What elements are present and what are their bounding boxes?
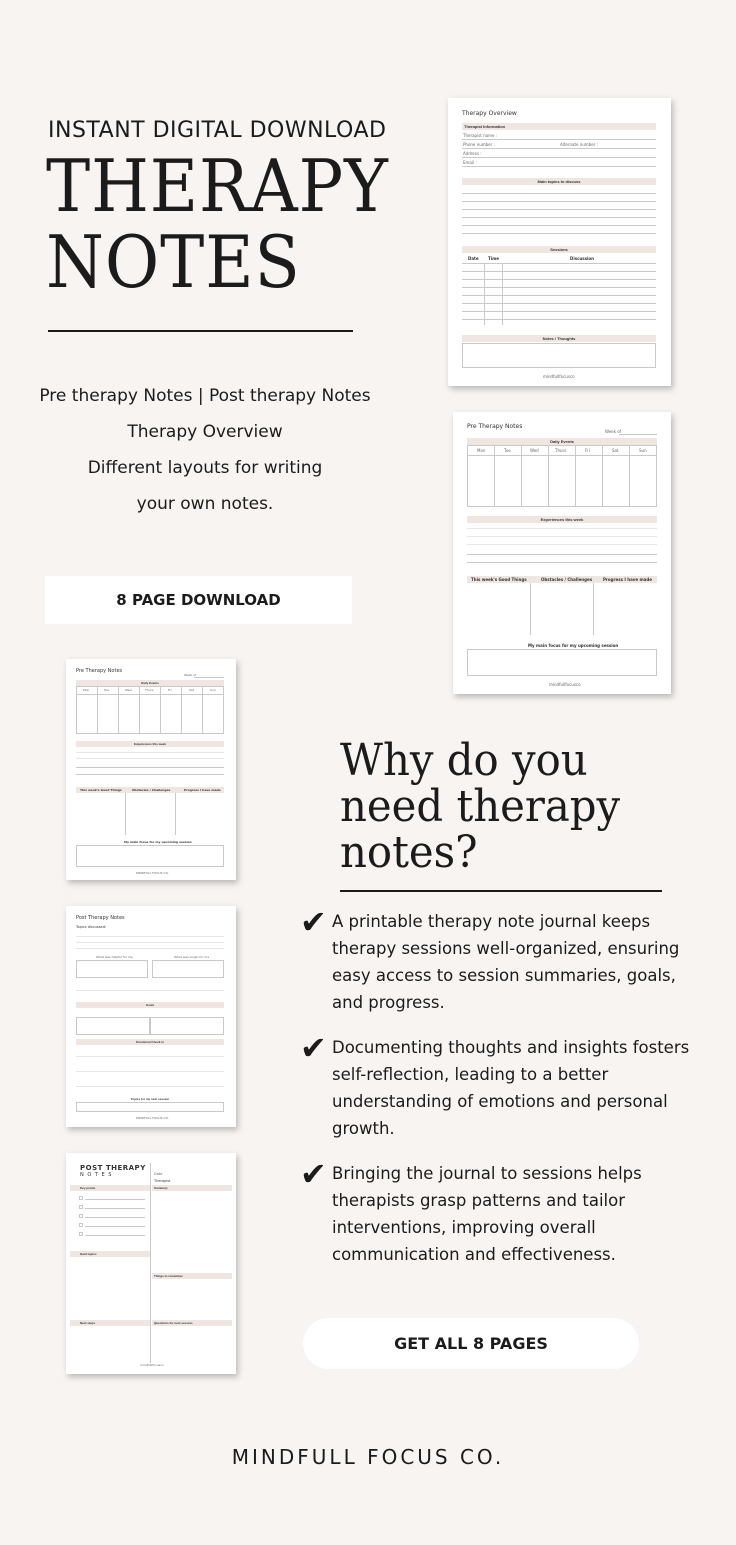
day-label: Wed	[530, 448, 539, 453]
line	[76, 942, 224, 943]
day-label: Fri	[168, 688, 172, 692]
line	[76, 694, 224, 695]
overview-sessions-band: Sessions	[462, 246, 656, 253]
line	[85, 1199, 145, 1200]
day-label: Sat	[189, 688, 194, 692]
line	[125, 793, 126, 835]
line	[462, 225, 656, 226]
post-bold-next-steps: Next steps	[70, 1320, 150, 1326]
line	[462, 209, 656, 210]
overview-discussion-header: Discussion	[570, 256, 595, 261]
pre-small-title: Pre Therapy Notes	[76, 668, 123, 674]
line	[593, 583, 594, 635]
benefit-text: Bringing the journal to sessions helps therapists grasp patterns and tailor interventions, improving overall communication and effectiveness.	[332, 1164, 642, 1264]
pre-small-brand: MINDFULL FOCUS CO.	[136, 871, 169, 875]
line	[462, 193, 656, 194]
subheading: INSTANT DIGITAL DOWNLOAD	[48, 118, 387, 143]
post-therapy-small-mockup	[66, 906, 236, 1127]
line	[85, 1208, 145, 1209]
line	[85, 1235, 145, 1236]
why-line-3: notes?	[340, 827, 478, 878]
why-heading	[340, 735, 644, 878]
overview-alt-number: Alternate number :	[560, 142, 598, 147]
post-small-helpful-box	[76, 960, 148, 978]
line	[462, 201, 656, 202]
why-line-1: Why do you	[340, 735, 588, 786]
overview-title: Therapy Overview	[462, 110, 517, 117]
day-label: Thurs	[145, 688, 154, 692]
post-small-goals-band: Goals	[76, 1002, 224, 1008]
line	[462, 233, 656, 234]
pre-small-focus-box	[76, 845, 224, 867]
line	[150, 1163, 151, 1363]
line	[76, 767, 224, 768]
line	[530, 583, 531, 635]
post-small-emotional-band: Emotional Check in	[76, 1039, 224, 1045]
post-small-brand: MINDFULL FOCUS CO.	[136, 1116, 169, 1120]
why-line-2: need therapy	[340, 781, 621, 832]
checkbox-icon	[79, 1223, 83, 1227]
line	[85, 1217, 145, 1218]
overview-phone: Phone number :	[463, 142, 495, 147]
post-small-topics: Topics discussed:	[76, 925, 107, 929]
pre-large-brand: mindfullfocusco	[549, 682, 581, 687]
day-label: Sat	[612, 448, 619, 453]
line	[76, 990, 224, 991]
pre-large-obstacles: Obstacles / Challenges	[541, 577, 593, 582]
line	[76, 948, 224, 949]
post-small-helpful: What was helpful for me	[96, 955, 133, 959]
line	[462, 279, 656, 280]
line	[194, 677, 224, 678]
line	[462, 217, 656, 218]
pre-large-progress: Progress I have made	[603, 577, 652, 582]
line	[76, 1056, 224, 1057]
checkbox-icon	[79, 1196, 83, 1200]
download-button[interactable]: 8 PAGE DOWNLOAD	[45, 576, 352, 624]
day-label: Thurs	[555, 448, 567, 453]
pre-large-experiences-band: Experiences this week	[467, 516, 657, 523]
checkbox-icon	[79, 1214, 83, 1218]
line	[76, 758, 224, 759]
title-line-2: NOTES	[46, 220, 301, 304]
line	[462, 139, 656, 140]
pre-small-daily-band: Daily Events	[76, 680, 224, 686]
post-small-goal-box	[76, 1017, 150, 1035]
overview-therapist-name: Therapist name :	[463, 133, 498, 138]
brand-footer: MINDFULL FOCUS CO.	[231, 1445, 505, 1469]
overview-time-header: Time	[488, 256, 499, 261]
benefit-item	[300, 903, 700, 1016]
benefit-item	[300, 1029, 700, 1142]
post-therapy-bold-mockup	[66, 1153, 236, 1374]
day-label: Mon	[83, 688, 90, 692]
line	[467, 544, 657, 545]
overview-brand: mindfullfocusco	[543, 374, 575, 379]
line	[467, 536, 657, 537]
line	[462, 303, 656, 304]
checkmark-icon: ✔	[300, 1029, 327, 1067]
checkmark-icon: ✔	[300, 1155, 327, 1193]
pre-therapy-small-mockup	[66, 659, 236, 880]
line	[462, 319, 656, 320]
pre-large-good-things: This week's Good Things	[471, 577, 527, 582]
line	[462, 311, 656, 312]
checkbox-icon	[79, 1205, 83, 1209]
benefits-list	[300, 903, 700, 1286]
line	[462, 157, 656, 158]
pre-large-week-of: Week of	[605, 429, 622, 434]
post-small-tough-box	[152, 960, 224, 978]
line	[619, 434, 657, 435]
post-bold-subtitle: N O T E S	[80, 1172, 113, 1178]
day-label: Mon	[477, 448, 486, 453]
benefit-text: A printable therapy note journal keeps therapy sessions well-organized, ensuring easy access to session summaries, goals, and progress.	[332, 912, 680, 1012]
line	[85, 1226, 145, 1227]
line	[76, 774, 224, 775]
pre-small-obstacles: Obstacles / Challenges	[132, 788, 171, 792]
post-bold-remember: Things to remember	[152, 1273, 232, 1279]
line	[462, 271, 656, 272]
benefit-item	[300, 1155, 700, 1268]
post-small-next-box	[76, 1102, 224, 1112]
pre-large-title: Pre Therapy Notes	[467, 423, 523, 430]
title-divider	[48, 330, 353, 332]
overview-notes-band: Notes / Thoughts	[462, 335, 656, 342]
day-label: Tue	[504, 448, 511, 453]
therapy-overview-mockup	[448, 98, 671, 386]
overview-address: Address :	[463, 151, 482, 156]
day-label: Sun	[639, 448, 647, 453]
description	[20, 378, 390, 522]
post-bold-hard-topics: Hard topics	[70, 1251, 150, 1257]
line	[467, 562, 657, 563]
overview-topics-band: Main topics to discuss	[462, 178, 656, 185]
overview-notes-box	[462, 343, 656, 368]
pre-small-good-things: This week's Good Things	[80, 788, 122, 792]
post-bold-therapist: Therapist	[154, 1179, 171, 1183]
pre-large-daily-band: Daily Events	[467, 438, 657, 445]
title-line-1: THERAPY	[46, 144, 389, 228]
line	[467, 455, 657, 456]
line	[462, 287, 656, 288]
description-line-4: your own notes.	[136, 494, 274, 514]
day-label: Fri	[585, 448, 590, 453]
overview-date-header: Date	[468, 256, 479, 261]
checkmark-icon: ✔	[300, 903, 327, 941]
post-bold-key-points: Key points	[70, 1185, 150, 1191]
line	[462, 166, 656, 167]
pre-small-week-of: Week of	[184, 673, 197, 677]
line	[462, 148, 656, 149]
post-small-title: Post Therapy Notes	[76, 915, 125, 921]
description-line-1: Pre therapy Notes | Post therapy Notes	[39, 386, 371, 406]
pre-large-focus: My main focus for my upcoming session	[528, 643, 619, 648]
day-label: Wed	[125, 688, 132, 692]
line	[467, 554, 657, 555]
post-bold-summary: Summary	[152, 1185, 232, 1191]
day-label: Tue	[104, 688, 110, 692]
day-label: Sun	[210, 688, 216, 692]
line	[467, 528, 657, 529]
pre-small-experiences-band: Experiences this week	[76, 741, 224, 747]
description-line-3: Different layouts for writing	[87, 458, 323, 478]
post-bold-date: Date	[154, 1172, 163, 1176]
post-small-next-label: Topics for my next session	[130, 1097, 170, 1101]
overview-therapist-band: Therapist Information	[462, 123, 656, 130]
line	[76, 1086, 224, 1087]
benefit-text: Documenting thoughts and insights fosters self-reflection, leading to a better understanding of emotions and personal growth.	[332, 1038, 690, 1138]
pre-large-focus-box	[467, 649, 657, 676]
post-bold-title: POST THERAPY	[80, 1164, 146, 1172]
description-line-2: Therapy Overview	[127, 422, 283, 442]
why-divider	[340, 890, 662, 892]
line	[462, 263, 656, 264]
line	[76, 752, 224, 753]
page-title	[46, 144, 389, 304]
pre-small-focus: My main focus for my upcoming session	[124, 840, 192, 844]
pre-small-progress: Progress I have made	[184, 788, 221, 792]
line	[76, 936, 224, 937]
line	[462, 295, 656, 296]
post-small-progress-box	[150, 1017, 224, 1035]
pre-therapy-large-mockup	[453, 412, 671, 694]
line	[502, 263, 503, 325]
checkbox-icon	[79, 1232, 83, 1236]
line	[484, 263, 485, 325]
get-all-pages-button[interactable]: GET ALL 8 PAGES	[303, 1318, 639, 1369]
post-bold-questions: Questions for next session	[152, 1320, 232, 1326]
overview-email: Email :	[463, 160, 477, 165]
line	[175, 793, 176, 835]
line	[76, 1071, 224, 1072]
post-bold-brand: mindfullfocusco	[140, 1363, 164, 1367]
post-small-tough: What was tough for me	[174, 955, 210, 959]
